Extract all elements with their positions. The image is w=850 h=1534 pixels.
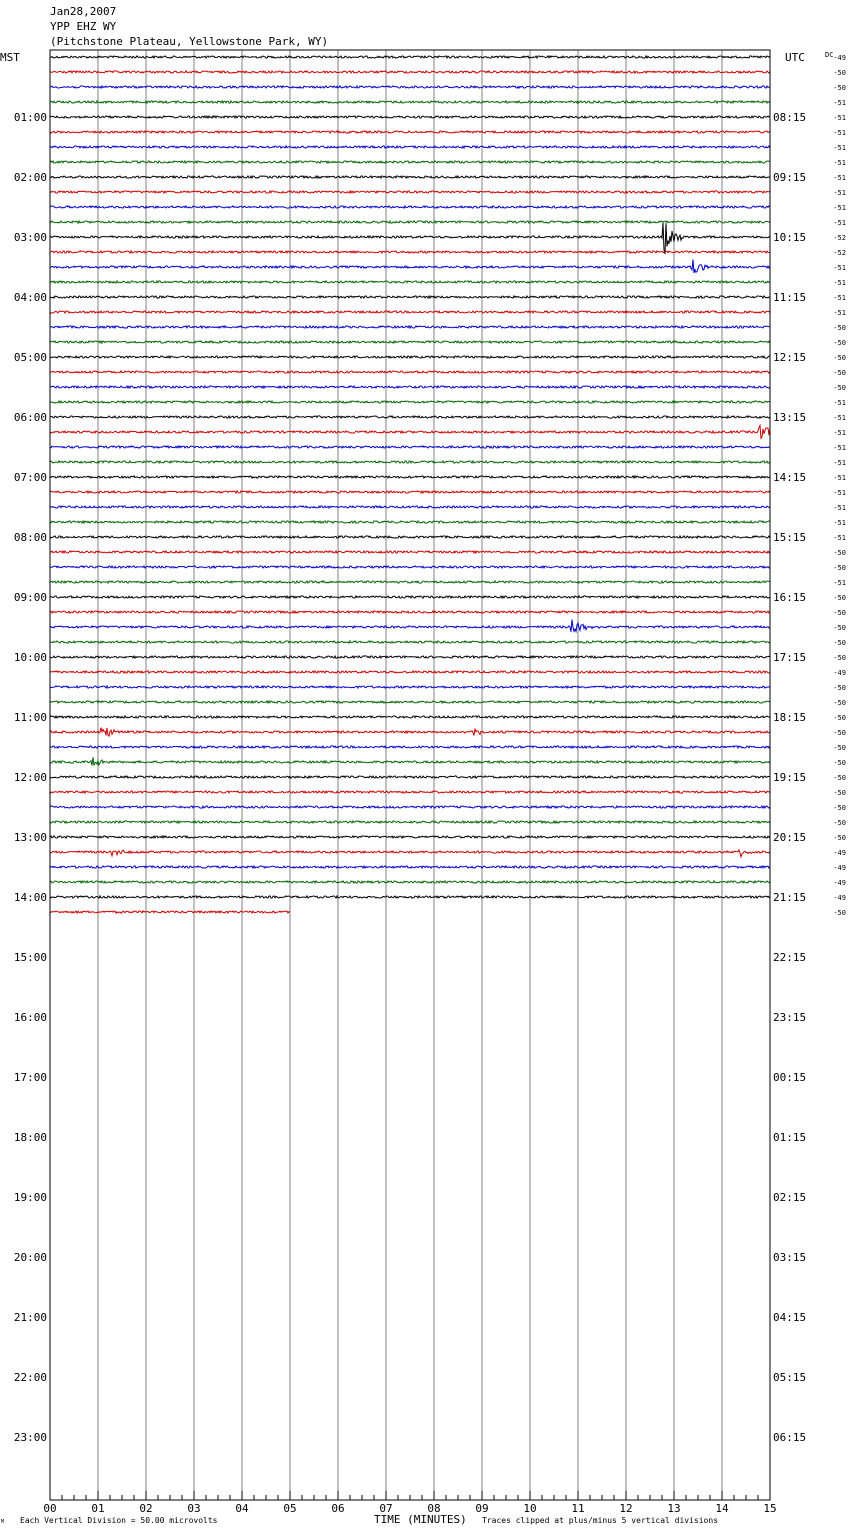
utc-hour-label: 16:15 [773, 591, 807, 604]
dc-offset-label: -51 [833, 144, 846, 152]
trace-row-5 [50, 131, 770, 133]
dc-offset-label: -50 [833, 729, 846, 737]
trace-row-31 [50, 521, 770, 523]
utc-hour-label: 13:15 [773, 411, 807, 424]
dc-offset-label: -49 [833, 864, 846, 872]
utc-hour-label: 09:15 [773, 171, 807, 184]
trace-row-50 [50, 806, 770, 808]
dc-offset-label: -51 [833, 159, 846, 167]
utc-hour-label: 18:15 [773, 711, 807, 724]
dc-offset-label: -51 [833, 459, 846, 467]
trace-row-54 [50, 866, 770, 868]
dc-offset-label: -51 [833, 174, 846, 182]
dc-offset-label: -51 [833, 429, 846, 437]
utc-hour-label: 08:15 [773, 111, 807, 124]
dc-offset-label: -49 [833, 54, 846, 62]
trace-row-1 [50, 71, 770, 73]
x-tick-label: 05 [283, 1502, 297, 1515]
utc-hour-label: 05:15 [773, 1371, 807, 1384]
corner-mark: M [1, 1519, 5, 1525]
axis-labels [0, 51, 846, 1526]
x-tick-label: 07 [379, 1502, 393, 1515]
trace-row-57 [50, 911, 290, 913]
trace-row-21 [50, 371, 770, 373]
mst-hour-label: 18:00 [13, 1131, 47, 1144]
dc-offset-label: -51 [833, 264, 846, 272]
seismic-traces [50, 56, 770, 913]
mst-hour-label: 04:00 [13, 291, 47, 304]
dc-offset-label: -50 [833, 639, 846, 647]
plot-date: Jan28,2007 [50, 5, 117, 18]
mst-hour-label: 19:00 [13, 1191, 47, 1204]
trace-row-47 [50, 757, 770, 765]
dc-offset-label: -51 [833, 189, 846, 197]
x-tick-label: 14 [715, 1502, 729, 1515]
utc-hour-label: 10:15 [773, 231, 807, 244]
trace-row-23 [50, 401, 770, 403]
dc-offset-label: -51 [833, 444, 846, 452]
trace-row-43 [50, 701, 770, 703]
mst-hour-label: 17:00 [13, 1071, 47, 1084]
trace-row-49 [50, 791, 770, 793]
trace-row-37 [50, 611, 770, 613]
dc-offset-label: -50 [833, 564, 846, 572]
x-tick-label: 03 [187, 1502, 201, 1515]
trace-row-41 [50, 671, 770, 673]
left-axis-title: MST [0, 51, 20, 64]
utc-hour-label: 01:15 [773, 1131, 807, 1144]
mst-hour-label: 11:00 [13, 711, 47, 724]
x-tick-label: 06 [331, 1502, 345, 1515]
x-tick-label: 12 [619, 1502, 633, 1515]
trace-row-56 [50, 896, 770, 898]
scale-note: Each Vertical Division = 50.00 microvolts [20, 1516, 218, 1525]
mst-hour-label: 02:00 [13, 171, 47, 184]
trace-row-28 [50, 476, 770, 478]
dc-offset-label: -51 [833, 279, 846, 287]
utc-hour-label: 12:15 [773, 351, 807, 364]
dc-offset-label: -50 [833, 594, 846, 602]
x-tick-label: 11 [571, 1502, 585, 1515]
trace-row-46 [50, 746, 770, 748]
trace-row-12 [50, 223, 770, 255]
trace-row-2 [50, 86, 770, 88]
trace-row-42 [50, 686, 770, 688]
station-location: (Pitchstone Plateau, Yellowstone Park, WY) [50, 35, 329, 48]
dc-offset-label: -49 [833, 879, 846, 887]
trace-row-0 [50, 56, 770, 58]
dc-offset-label: -50 [833, 609, 846, 617]
x-axis-label: TIME (MINUTES) [374, 1513, 467, 1526]
utc-hour-label: 14:15 [773, 471, 807, 484]
mst-hour-label: 05:00 [13, 351, 47, 364]
right-axis-title: UTC [785, 51, 805, 64]
trace-row-27 [50, 461, 770, 463]
mst-hour-label: 03:00 [13, 231, 47, 244]
dc-offset-label: -50 [833, 699, 846, 707]
dc-offset-label: -50 [833, 549, 846, 557]
dc-offset-label: -50 [833, 909, 846, 917]
dc-offset-label: -51 [833, 534, 846, 542]
trace-row-52 [50, 836, 770, 838]
trace-row-39 [50, 641, 770, 643]
trace-row-17 [50, 311, 770, 313]
trace-row-34 [50, 566, 770, 568]
trace-row-3 [50, 101, 770, 103]
trace-row-11 [50, 221, 770, 223]
x-tick-label: 04 [235, 1502, 249, 1515]
dc-offset-label: -51 [833, 579, 846, 587]
dc-label: DC [825, 51, 834, 59]
trace-row-53 [50, 850, 770, 857]
clip-note: Traces clipped at plus/minus 5 vertical divisions [482, 1516, 719, 1525]
x-tick-label: 02 [139, 1502, 153, 1515]
dc-offset-label: -52 [833, 249, 846, 257]
trace-row-29 [50, 491, 770, 493]
dc-offset-label: -51 [833, 504, 846, 512]
dc-offset-label: -50 [833, 714, 846, 722]
trace-row-45 [50, 728, 770, 737]
trace-row-40 [50, 656, 770, 658]
mst-hour-label: 01:00 [13, 111, 47, 124]
x-tick-label: 10 [523, 1502, 537, 1515]
utc-hour-label: 23:15 [773, 1011, 807, 1024]
dc-offset-label: -51 [833, 129, 846, 137]
trace-row-15 [50, 281, 770, 283]
mst-hour-label: 06:00 [13, 411, 47, 424]
trace-row-8 [50, 176, 770, 178]
trace-row-16 [50, 296, 770, 298]
utc-hour-label: 21:15 [773, 891, 807, 904]
trace-row-9 [50, 191, 770, 193]
dc-offset-label: -50 [833, 654, 846, 662]
dc-offset-label: -49 [833, 849, 846, 857]
trace-row-6 [50, 146, 770, 148]
dc-offset-label: -50 [833, 804, 846, 812]
utc-hour-label: 15:15 [773, 531, 807, 544]
dc-offset-label: -49 [833, 669, 846, 677]
mst-hour-label: 20:00 [13, 1251, 47, 1264]
dc-offset-label: -51 [833, 99, 846, 107]
dc-offset-label: -50 [833, 684, 846, 692]
mst-hour-label: 23:00 [13, 1431, 47, 1444]
trace-row-18 [50, 326, 770, 328]
mst-hour-label: 22:00 [13, 1371, 47, 1384]
trace-row-22 [50, 386, 770, 388]
dc-offset-label: -52 [833, 234, 846, 242]
mst-hour-label: 08:00 [13, 531, 47, 544]
dc-offset-label: -50 [833, 324, 846, 332]
dc-offset-label: -51 [833, 414, 846, 422]
dc-offset-label: -50 [833, 789, 846, 797]
utc-hour-label: 02:15 [773, 1191, 807, 1204]
dc-offset-label: -51 [833, 474, 846, 482]
dc-offset-label: -50 [833, 354, 846, 362]
utc-hour-label: 03:15 [773, 1251, 807, 1264]
dc-offset-label: -50 [833, 384, 846, 392]
dc-offset-label: -49 [833, 894, 846, 902]
mst-hour-label: 13:00 [13, 831, 47, 844]
station-code: YPP EHZ WY [50, 20, 117, 33]
utc-hour-label: 22:15 [773, 951, 807, 964]
trace-row-30 [50, 506, 770, 508]
x-tick-label: 08 [427, 1502, 441, 1515]
dc-offset-label: -50 [833, 84, 846, 92]
x-tick-label: 13 [667, 1502, 681, 1515]
mst-hour-label: 09:00 [13, 591, 47, 604]
trace-row-20 [50, 356, 770, 358]
x-tick-label: 00 [43, 1502, 57, 1515]
utc-hour-label: 11:15 [773, 291, 807, 304]
trace-row-48 [50, 776, 770, 778]
utc-hour-label: 00:15 [773, 1071, 807, 1084]
dc-offset-label: -50 [833, 744, 846, 752]
dc-offset-label: -50 [833, 369, 846, 377]
dc-offset-label: -50 [833, 774, 846, 782]
dc-offset-label: -50 [833, 819, 846, 827]
trace-row-33 [50, 551, 770, 553]
x-tick-label: 01 [91, 1502, 105, 1515]
dc-offset-label: -50 [833, 69, 846, 77]
dc-offset-label: -51 [833, 204, 846, 212]
dc-offset-label: -50 [833, 759, 846, 767]
trace-row-51 [50, 821, 770, 823]
trace-row-26 [50, 446, 770, 448]
trace-row-38 [50, 620, 770, 632]
dc-offset-label: -51 [833, 294, 846, 302]
x-tick-label: 15 [763, 1502, 777, 1515]
mst-hour-label: 15:00 [13, 951, 47, 964]
trace-row-36 [50, 596, 770, 598]
utc-hour-label: 17:15 [773, 651, 807, 664]
trace-row-55 [50, 881, 770, 883]
dc-offset-label: -50 [833, 339, 846, 347]
trace-row-25 [50, 426, 770, 439]
x-tick-label: 09 [475, 1502, 489, 1515]
dc-offset-label: -51 [833, 489, 846, 497]
dc-offset-label: -50 [833, 834, 846, 842]
trace-row-4 [50, 116, 770, 118]
trace-row-32 [50, 536, 770, 538]
mst-hour-label: 07:00 [13, 471, 47, 484]
dc-offset-label: -51 [833, 399, 846, 407]
trace-row-24 [50, 416, 770, 418]
dc-offset-label: -51 [833, 219, 846, 227]
trace-row-13 [50, 251, 770, 253]
mst-hour-label: 16:00 [13, 1011, 47, 1024]
trace-row-19 [50, 341, 770, 343]
mst-hour-label: 10:00 [13, 651, 47, 664]
utc-hour-label: 20:15 [773, 831, 807, 844]
dc-offset-label: -51 [833, 309, 846, 317]
utc-hour-label: 19:15 [773, 771, 807, 784]
mst-hour-label: 12:00 [13, 771, 47, 784]
dc-offset-label: -51 [833, 114, 846, 122]
dc-offset-label: -51 [833, 519, 846, 527]
trace-row-44 [50, 716, 770, 718]
trace-row-10 [50, 206, 770, 208]
trace-row-7 [50, 161, 770, 163]
x-axis-ticks [43, 1491, 776, 1515]
dc-offset-label: -50 [833, 624, 846, 632]
trace-row-35 [50, 581, 770, 583]
mst-hour-label: 21:00 [13, 1311, 47, 1324]
trace-row-14 [50, 260, 770, 274]
utc-hour-label: 04:15 [773, 1311, 807, 1324]
utc-hour-label: 06:15 [773, 1431, 807, 1444]
mst-hour-label: 14:00 [13, 891, 47, 904]
